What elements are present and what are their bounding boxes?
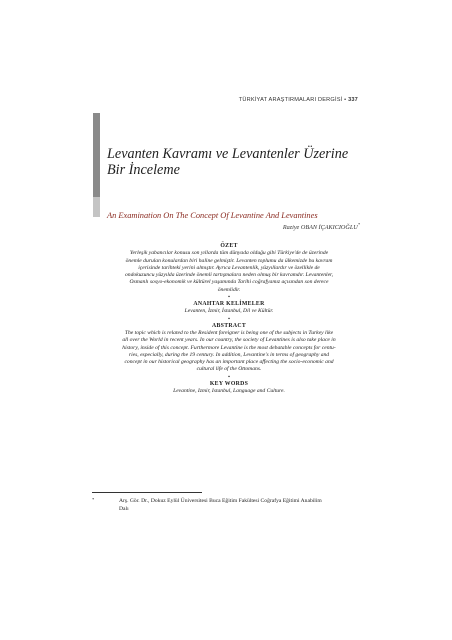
ozet-line: ondokuzuncu yüzyılda üzerinde önemli tartışmalara neden olmuş bir kavramdır. Levantenler, (124, 272, 334, 279)
ozet-line: önemlidir. (217, 286, 241, 293)
footnote-divider (92, 492, 202, 493)
decorative-side-bar (93, 113, 100, 197)
ozet-line: Yerleşik yabancılar konusu son yıllarda tüm dünyada olduğu gibi Türkiye'de de üzerinde (129, 250, 329, 257)
footnote-line-2: Dalı (119, 506, 129, 512)
abstract-line: history, inside of this concept. Furthermore Levantine is the most debatable concepts for centu- (122, 344, 336, 351)
keywords-heading: KEY WORDS (209, 380, 249, 387)
abstract-paragraph (96, 330, 362, 374)
footnote-mark: * (92, 497, 95, 502)
bullet-separator: ▪ (228, 374, 230, 380)
article-title (107, 146, 367, 178)
author-name-text: Raziye OBAN İÇAKICIOĞLU (282, 224, 358, 232)
bullet-separator: ▪ (228, 316, 230, 322)
page-number: 337 (348, 97, 358, 103)
abstract-line: cultural life of the Ottomans. (196, 366, 262, 373)
abstract-line: all over the World in recent years. In our country, the society of Levantines is also take place in (122, 337, 336, 344)
bullet-separator: ▪ (228, 295, 230, 301)
abstract-block (96, 243, 362, 395)
author-footnote-mark: * (357, 222, 360, 227)
title-line-2: Bir İnceleme (107, 162, 180, 178)
anahtar-text: Levanten, İzmir, İstanbul, Dil ve Kültür. (184, 308, 274, 315)
abstract-line: ries, especially, during the 19 century. In addition, Levantine's in terms of geography and (128, 351, 330, 358)
keywords-text: Levantine, Izmir, Istanbul, Language and Culture. (173, 388, 285, 395)
footnote-line-1: Arş. Gör. Dr., Dokuz Eylül Üniversitesi Buca Eğitim Fakültesi Coğrafya Eğitimi Anabilim (119, 498, 322, 504)
title-line-1: Levanten Kavramı ve Levantenler Üzerine (107, 146, 349, 162)
running-head-separator: • (342, 97, 349, 103)
ozet-line: önemle durulan konulardan biri haline gelmiştir. Levanten toplumu da ülkemizde bu kavram (125, 257, 333, 264)
ozet-paragraph (96, 250, 362, 294)
anahtar-heading: ANAHTAR KELİMELER (193, 301, 265, 308)
abstract-heading: ABSTRACT (212, 322, 246, 329)
author-name (283, 222, 360, 231)
abstract-line: concept in our historical geography has an important place affecting the socio-economic and (124, 359, 334, 366)
footnote-text (119, 497, 359, 513)
ozet-line: Osmanlı sosyo-ekonomik ve kültürel yaşamında Tarihi coğrafyamız açısından son derece (129, 279, 329, 286)
decorative-side-bar-light (93, 197, 100, 217)
running-head (239, 97, 358, 103)
english-title: An Examination On The Concept Of Levantine And Levantines (107, 211, 318, 220)
ozet-line: içerisinde tarihteki yerini almıştır. Ayrıca Levantenlik, yüzyıllardır ve özellikle de (138, 264, 320, 271)
journal-name: TÜRKİYAT ARAŞTIRMALARI DERGİSİ (238, 97, 343, 103)
ozet-heading: ÖZET (220, 243, 238, 249)
abstract-line: The topic which is related to the Resident foreigner is being one of the subjects in Turkey like (124, 329, 334, 336)
